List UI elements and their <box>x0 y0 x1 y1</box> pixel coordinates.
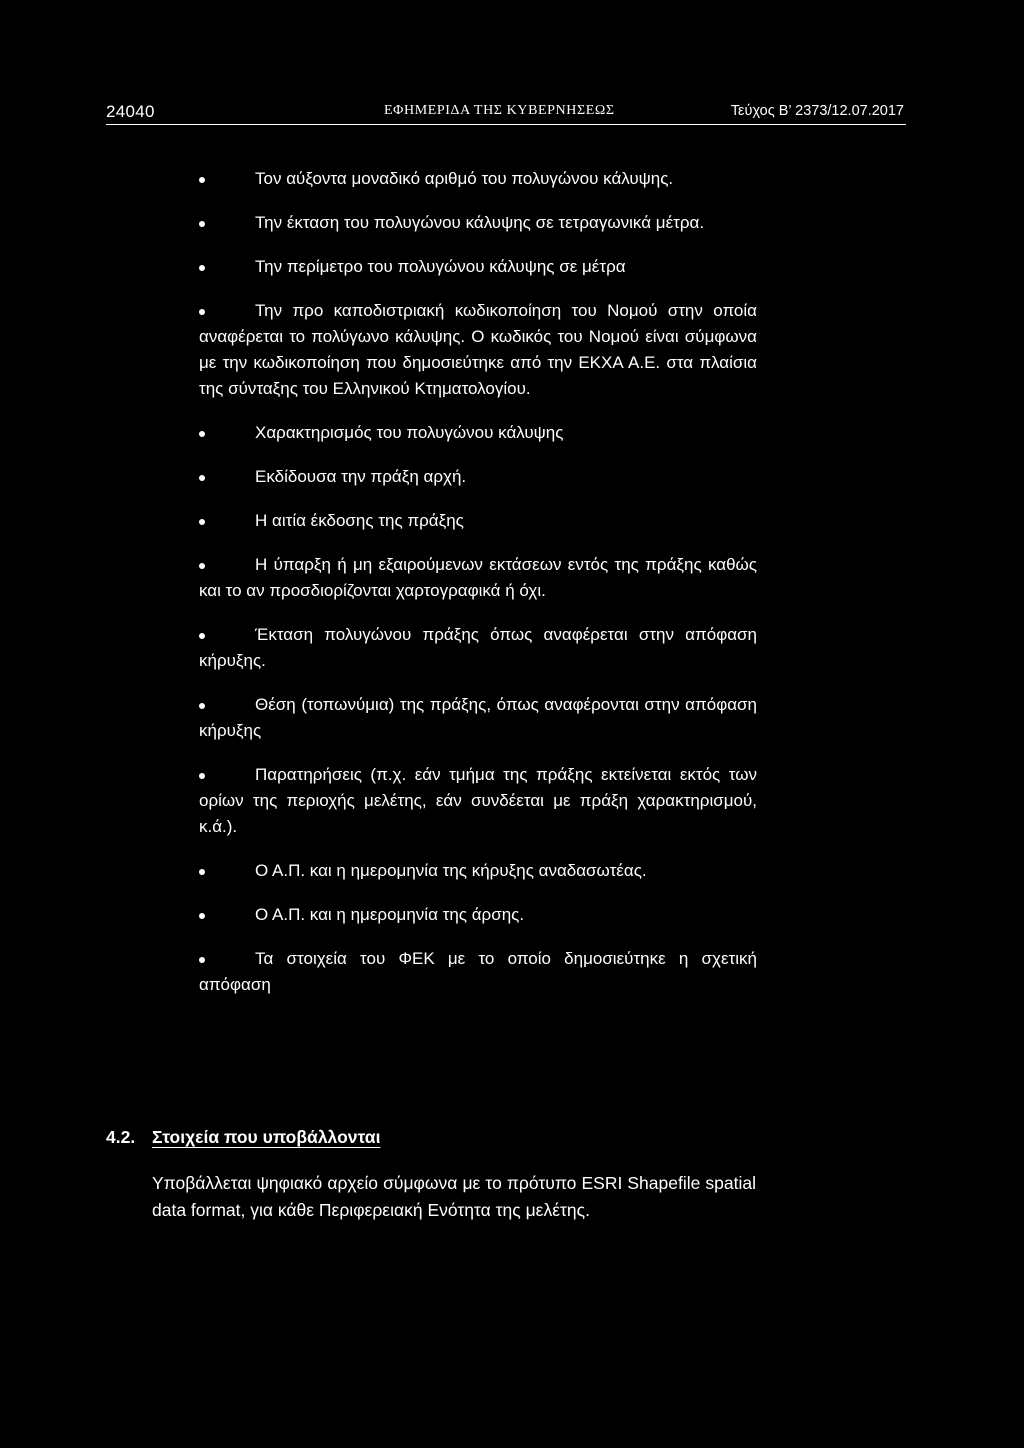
list-item <box>199 858 757 884</box>
list-item <box>199 464 757 490</box>
list-item <box>199 762 757 840</box>
attribute-list <box>199 166 757 1016</box>
section-number: 4.2. <box>106 1127 136 1147</box>
bullet-icon <box>199 431 205 437</box>
list-item-text: Εκδίδουσα την πράξη αρχή. <box>255 467 467 486</box>
bullet-icon <box>199 309 205 315</box>
bullet-icon <box>199 563 205 569</box>
bullet-icon <box>199 475 205 481</box>
bullet-icon <box>199 265 205 271</box>
page-header <box>106 100 906 126</box>
list-item-text: Η αιτία έκδοσης της πράξης <box>255 511 464 530</box>
list-item <box>199 420 757 446</box>
page-number: 24040 <box>106 102 155 121</box>
bullet-icon <box>199 773 205 779</box>
list-item <box>199 902 757 928</box>
bullet-icon <box>199 221 205 227</box>
list-item-text: Ο Α.Π. και η ημερομηνία της άρσης. <box>255 905 525 924</box>
publication-title: ΕΦΗΜΕΡΙΔΑ ΤΗΣ ΚΥΒΕΡΝΗΣΕΩΣ <box>384 103 615 118</box>
list-item-text: Τον αύξοντα μοναδικό αριθμό του πολυγώνου κάλυψης. <box>255 169 674 188</box>
list-item <box>199 210 757 236</box>
list-item <box>199 622 757 674</box>
list-item-text: Την έκταση του πολυγώνου κάλυψης σε τετραγωνικά μέτρα. <box>255 213 705 232</box>
list-item-text: Χαρακτηρισμός του πολυγώνου κάλυψης <box>255 423 564 442</box>
issue-reference: Τεύχος B’ 2373/12.07.2017 <box>730 103 904 119</box>
list-item-text: Έκταση πολυγώνου πράξης όπως αναφέρεται στην απόφαση κήρυξης. <box>199 625 757 670</box>
section-4-2 <box>106 1124 756 1224</box>
list-item <box>199 254 757 280</box>
bullet-icon <box>199 633 205 639</box>
bullet-icon <box>199 703 205 709</box>
section-title: Στοιχεία που υποβάλλονται <box>152 1127 381 1147</box>
section-heading <box>106 1124 756 1150</box>
list-item-text: Τα στοιχεία του ΦΕΚ με το οποίο δημοσιεύτηκε η σχετική απόφαση <box>199 949 757 994</box>
bullet-icon <box>199 519 205 525</box>
section-body: Υποβάλλεται ψηφιακό αρχείο σύμφωνα με το πρότυπο ESRI Shapefile spatial data format, για κάθε Περιφερειακή Ενότητα της μελέτης. <box>152 1173 756 1220</box>
list-item <box>199 298 757 402</box>
bullet-icon <box>199 957 205 963</box>
bullet-icon <box>199 913 205 919</box>
list-item-text: Την περίμετρο του πολυγώνου κάλυψης σε μέτρα <box>255 257 626 276</box>
list-item <box>199 166 757 192</box>
list-item-text: Παρατηρήσεις (π.χ. εάν τμήμα της πράξης εκτείνεται εκτός των ορίων της περιοχής μελέτης, εάν συνδέεται με πράξη χαρακτηρισμού, κ.ά.). <box>199 765 757 836</box>
list-item-text: Την προ καποδιστριακή κωδικοποίηση του Νομού στην οποία αναφέρεται το πολύγωνο κάλυψης. Ο κωδικός του Νομού είναι σύμφωνα με την κωδικοποίηση που δημοσιεύτηκε από την ΕΚΧΑ Α.Ε. στα πλαίσια της σύνταξης του Ελληνικού Κτηματολογίου. <box>199 301 757 398</box>
list-item <box>199 508 757 534</box>
bullet-icon <box>199 869 205 875</box>
list-item <box>199 692 757 744</box>
list-item-text: Θέση (τοπωνύμια) της πράξης, όπως αναφέρονται στην απόφαση κήρυξης <box>199 695 757 740</box>
bullet-icon <box>199 177 205 183</box>
list-item-text: Ο Α.Π. και η ημερομηνία της κήρυξης αναδασωτέας. <box>255 861 647 880</box>
list-item <box>199 552 757 604</box>
list-item-text: Η ύπαρξη ή μη εξαιρούμενων εκτάσεων εντός της πράξης καθώς και το αν προσδιορίζονται χαρτογραφικά ή όχι. <box>199 555 757 600</box>
header-rule <box>106 124 906 125</box>
list-item <box>199 946 757 998</box>
